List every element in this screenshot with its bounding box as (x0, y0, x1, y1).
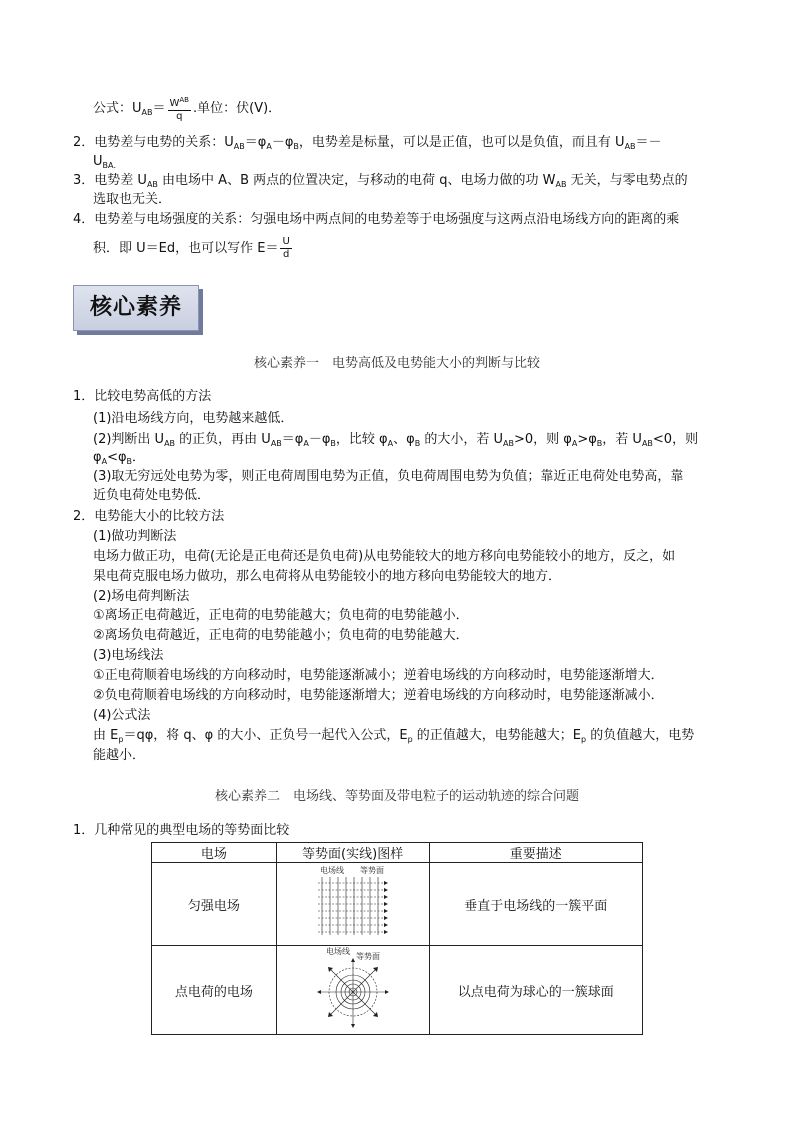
uniform-field-figure (278, 863, 428, 941)
section2-title: 核心素养二 电场线、等势面及带电粒子的运动轨迹的综合问题 (214, 789, 579, 804)
core-literacy-badge: 核心素养 (73, 285, 199, 331)
s1-p2-1a: 电场力做正功，电荷(无论是正电荷还是负电荷)从电势能较大的地方移向电势能较小的地方，反之，如 (93, 549, 676, 564)
item-4-line2: 积．即 U＝Ed，也可以写作 E＝ $\frac{U}{d}$ (93, 236, 290, 260)
table-row (152, 946, 643, 1035)
figure-label-field-line: 电场线 (319, 866, 344, 875)
s1-p1-a: (1)沿电场线方向，电势越来越低． (93, 411, 294, 426)
s1-p1-b-line1: (2)判断出 $U_{AB}$ 的正负，再由 $U_{AB}=\varphi_A-\varphi_B$，比较 $\varphi_A$、$\varphi_B$ 的大小，若 $U_{AB}>0$，则 $\varphi_A>\varphi_B$，若 $U_{AB}<0$，则 (93, 432, 699, 448)
figure-label-equipotential: 等势面 (355, 952, 380, 961)
s1-p1-c-line1: (3)取无穷远处电势为零，则正电荷周围电势为正值，负电荷周围电势为负值；靠近正电荷处电势高，靠 (93, 469, 684, 484)
arrowheads (384, 881, 388, 934)
s1-p2-2b: ②离场负电荷越近，正电荷的电势能越小；负电荷的电势能越大． (93, 628, 469, 643)
item-3-line1: 3．电势差 $U_{AB}$ 由电场中 A、B 两点的位置决定，与移动的电荷 q、电场力做的功 $W_{AB}$ 无关，与零电势点的 (73, 173, 688, 189)
s1-p1-c-line2: 近负电荷处电势低． (93, 488, 211, 503)
table-row (152, 863, 643, 946)
field-cell: 匀强电场 (152, 863, 277, 946)
s1-p2-head: 2．电势能大小的比较方法 (73, 509, 225, 524)
desc-cell: 垂直于电场线的一簇平面 (429, 863, 642, 946)
table-header-cell: 电场 (152, 843, 277, 863)
s1-p2-4a-line2: 能越小． (93, 748, 146, 763)
vertical-equipotential-lines (322, 877, 378, 935)
s1-p2-1b: 果电荷克服电场力做功，那么电荷将从电势能较小的地方移向电势能较大的地方． (93, 569, 562, 584)
desc-cell: 以点电荷为球心的一簇球面 (429, 946, 642, 1035)
figure-cell (276, 946, 429, 1035)
s1-p2-4a-line1: 由 $E_p=q\varphi$，将 q、φ 的大小、正负号一起代入公式，$E_p$ 的正值越大，电势能越大；$E_p$ 的负值越大，电势 (93, 728, 695, 744)
s1-p2-1: (1)做功判断法 (93, 529, 177, 544)
item-2-line1: 2．电势差与电势的关系：$U_{AB}=\varphi_A-\varphi_B$，电势差是标量，可以是正值，也可以是负值，而且有 $U_{AB}=-$ (73, 135, 662, 151)
s1-p2-3: (3)电场线法 (93, 648, 164, 663)
table-header-cell: 等势面(实线)图样 (276, 843, 429, 863)
s1-p2-2: (2)场电荷判断法 (93, 589, 190, 604)
table-header-cell: 重要描述 (429, 843, 642, 863)
formula-fraction: $\frac{W^{AB}}{q}$ (169, 96, 189, 122)
s1-p1-head: 1．比较电势高低的方法 (73, 389, 212, 404)
section1-title: 核心素养一 电势高低及电势能大小的判断与比较 (253, 356, 540, 371)
s1-p2-3a: ①正电荷顺着电场线的方向移动时，电势能逐渐减小；逆着电场线的方向移动时，电势能逐渐增大． (93, 668, 664, 683)
figure-cell (276, 863, 429, 946)
field-cell: 点电荷的电场 (152, 946, 277, 1035)
s1-p2-3b: ②负电荷顺着电场线的方向移动时，电势能逐渐增大；逆着电场线的方向移动时，电势能逐渐减小． (93, 688, 664, 703)
equipotential-table (151, 842, 643, 1035)
item-4-line1: 4．电势差与电场强度的关系：匀强电场中两点间的电势差等于电场强度与这两点沿电场线方向的距离的乘 (73, 212, 680, 227)
item-2-line2: $U_{BA.}$ (93, 154, 122, 170)
s1-p2-4: (4)公式法 (93, 708, 151, 723)
e-fraction: $\frac{U}{d}$ (282, 236, 290, 260)
table-header-row (152, 843, 643, 863)
formula-line: 公式：$U_{AB}=$ $\frac{W^{AB}}{q}$ .单位：伏(V)． (93, 96, 282, 122)
s1-p1-b-line2: $\varphi_A<\varphi_B$． (93, 450, 146, 466)
horizontal-field-lines (318, 883, 384, 932)
figure-label-equipotential: 等势面 (359, 866, 384, 875)
s2-head: 1．几种常见的典型电场的等势面比较 (73, 823, 290, 838)
s1-p2-2a: ①离场正电荷越近，正电荷的电势能越大；负电荷的电势能越小． (93, 608, 469, 623)
point-charge-figure (278, 946, 428, 1030)
figure-label-field-line: 电场线 (325, 947, 350, 956)
item-3-line2: 选取也无关． (93, 192, 172, 207)
